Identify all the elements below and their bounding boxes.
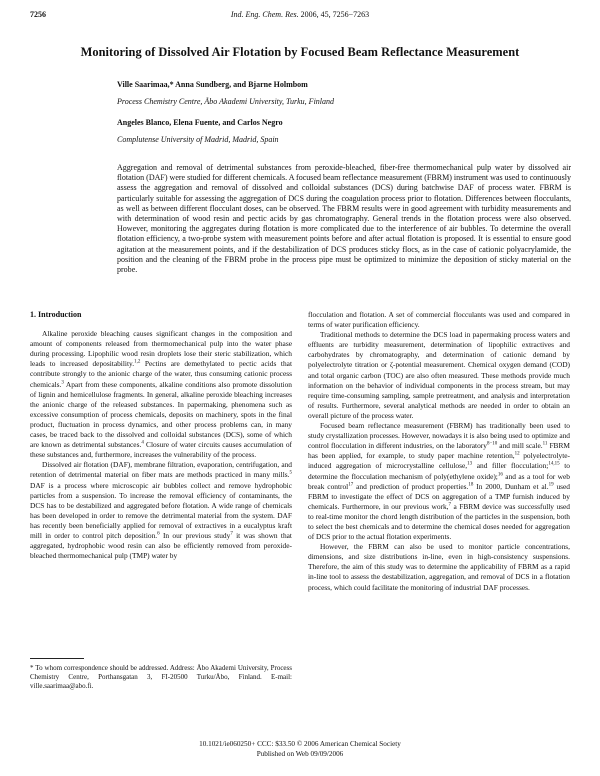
footer-doi: 10.1021/ie060250+ CCC: $33.50 © 2006 American Chemical Society — [199, 740, 401, 748]
citation-ref: 3 — [61, 380, 64, 386]
footnote-rule — [30, 658, 84, 659]
paper-title: Monitoring of Dissolved Air Flotation by Focused Beam Reflectance Measurement — [80, 45, 520, 59]
journal-volume-pages: 2006, 45, 7256−7263 — [298, 10, 370, 19]
citation-ref: 13 — [467, 461, 473, 467]
paragraph: Dissolved air flotation (DAF), membrane filtration, evaporation, centrifugation, and retention of detrimental material on fiber mats are methods practiced in many mills.$^5$ DAF is a process where microscopic air bubbles collect and remove hydrophobic particles from a suspension. To increase the removal efficiency of contaminants, the DCS has to be destabilized and aggregated before flotation. A wide range of chemicals has been developed in order to remove the detrimental material from the system. DAF has recently been beneficially applied for removal of extractives in a eucalyptus kraft mill in order to control pitch deposition.$^6$ In our previous study$^7$ it was shown that aggregated, hydrophobic wood resin can also be efficiently removed from peroxide-bleached thermomechanical pulp (TMP) water by — [30, 460, 292, 561]
paragraph: Traditional methods to determine the DCS load in papermaking process waters and effluents are turbidity measurement, determination of lipophilic extractives and carbohydrates by chromatography, and determination of cationic demand by polyelectrolyte titration or ζ-potential measurement. Chemical oxygen demand (COD) and total organic carbon (TOC) are also often measured. These methods provide much information on the behavior of individual components in the process stream, but may require time-consuming sampling, sample pretreatment, and analysis and interpretation of results. Furthermore, several analytical methods are needed in order to obtain an overall picture of the process water. — [308, 330, 570, 420]
footer-published: Published on Web 09/09/2006 — [256, 750, 344, 758]
abstract: Aggregation and removal of detrimental substances from peroxide-bleached, fiber-free thermomechanical pulp water by dissolved air flotation (DAF) were studied for different chemicals. A focused beam reflectance measurement (FBRM) instrument was used to continuously assess the aggregation and removal of dissolved and colloidal substances (DCS) during batchwise DAF of process water. FBRM is particularly suitable for assessing the aggregation of DCS during the coagulation process prior to flotation. Differences between flocculants, as well as between different flocculant doses, can be observed. The FBRM results were in good agreement with turbidity measurements and with determination of wood resin and pectic acids by gas chromatography. General trends in the flotation process were also observed. However, monitoring the aggregates during flotation is more complicated due to the interference of air bubbles. To determine the overall flotation efficiency, a two-probe system with measurement points before and after actual flotation is proposed. It is essential to ensure good agitation at the measurement points, and if the destabilization of DCS produces sticky flocs, as in the case of cationic polyacrylamide, the position and the cleaning of the FBRM probe in the process pipe must be optimized to minimize the deposition of sticky material on the probe. — [117, 163, 571, 275]
citation-ref: 18 — [468, 482, 474, 488]
section-heading: 1. Introduction — [30, 310, 82, 319]
journal-name: Ind. Eng. Chem. Res. — [230, 10, 299, 19]
left-column — [30, 310, 292, 561]
citation-ref: 19 — [548, 482, 554, 488]
citation-ref: 5 — [289, 470, 292, 476]
paragraph: Alkaline peroxide bleaching causes significant changes in the composition and amount of components released from thermomechanical pulp into the water phase during processing. Lipophilic wood resin droplets lose their steric stabilization, which leads to increased depositability.$^{1,2}$ Pectins are demethylated to pectic acids that contribute strongly to the anionic charge of the water, thus consuming cationic process chemicals.$^3$ Apart from these components, alkaline conditions also promote dissolution of lignin and hemicellulose fragments. In general, alkaline peroxide bleaching increases the anionic charge of the released substances. In papermaking, phenomena such as excessive consumption of process chemicals, deposits on machinery, spots in the final product, fluctuation in process dynamics, and other process problems can, in many cases, be traced back to the dissolved and colloidal substances (DCS), some of which are known as detrimental substances.$^4$ Closure of water circuits causes accumulation of these substances and, furthermore, increases the vulnerability of the process. — [30, 329, 292, 460]
citation-ref: 4 — [141, 440, 144, 446]
paragraph: Focused beam reflectance measurement (FBRM) has traditionally been used to study crystallization processes. However, nowadays it is also being used to optimize and control flocculation in different industries, on the laboratory$^{8-10}$ and mill scale.$^{11}$ FBRM has been applied, for example, to study paper machine retention,$^{12}$ polyelectrolyte-induced aggregation of microcrystalline cellulose,$^{13}$ and filler flocculation;$^{14,15}$ to determine the flocculation mechanism of poly(ethylene oxide);$^{16}$ and as a tool for web break control$^{17}$ and prediction of product properties.$^{18}$ In 2000, Dunham et al.$^{19}$ used FBRM to investigate the effect of DCS on aggregation of a TMP furnish induced by chemicals. Furthermore, in our previous work,$^7$ a FBRM device was successfully used to real-time monitor the chord length distribution of the particles in the suspension, both to select the best chemicals and to determine the chemical doses needed for aggregation of DCS prior to the actual flotation experiments. — [308, 421, 571, 542]
citation-ref: 14,15 — [548, 461, 560, 467]
citation-ref: 1,2 — [134, 359, 141, 365]
affiliation-1: Process Chemistry Centre, Åbo Akademi University, Turku, Finland — [117, 97, 335, 106]
author-names-2: Angeles Blanco, Elena Fuente, and Carlos Negro — [117, 118, 283, 127]
page-number: 7256 — [30, 10, 46, 19]
paragraph: However, the FBRM can also be used to monitor particle concentrations, dimensions, and size distributions in-line, even in high-consistency suspensions. Therefore, the aim of this study was to determine the applicability of FBRM as a rapid in-line tool to assess the destabilization, aggregation, and removal of DCS in a flotation process, which could facilitate the monitoring of industrial DAF processes. — [308, 542, 570, 592]
citation-ref: 11 — [542, 441, 548, 447]
journal-reference — [30, 10, 570, 19]
citation-ref: 7 — [230, 531, 233, 537]
right-column — [308, 310, 570, 593]
running-header — [30, 10, 570, 24]
citation-ref: 12 — [514, 451, 520, 457]
affiliation-2: Complutense University of Madrid, Madrid, Spain — [117, 135, 279, 144]
corresponding-author-footnote: * To whom correspondence should be addressed. Address: Åbo Akademi University, Process Chemistry Centre, Porthansgatan 3, FI-20500 Turku/Åbo, Finland. E-mail: ville.saarimaa@abo.fi. — [30, 664, 292, 691]
author-names-1: Ville Saarimaa,* Anna Sundberg, and Bjarne Holmbom — [117, 80, 308, 89]
citation-ref: 17 — [348, 482, 354, 488]
paragraph: flocculation and flotation. A set of commercial flocculants was used and compared in terms of water purification efficiency. — [308, 310, 570, 330]
citation-ref: 7 — [448, 502, 452, 508]
citation-ref: 16 — [497, 472, 503, 478]
citation-ref: 8−10 — [486, 441, 498, 447]
citation-ref: 6 — [157, 531, 160, 537]
